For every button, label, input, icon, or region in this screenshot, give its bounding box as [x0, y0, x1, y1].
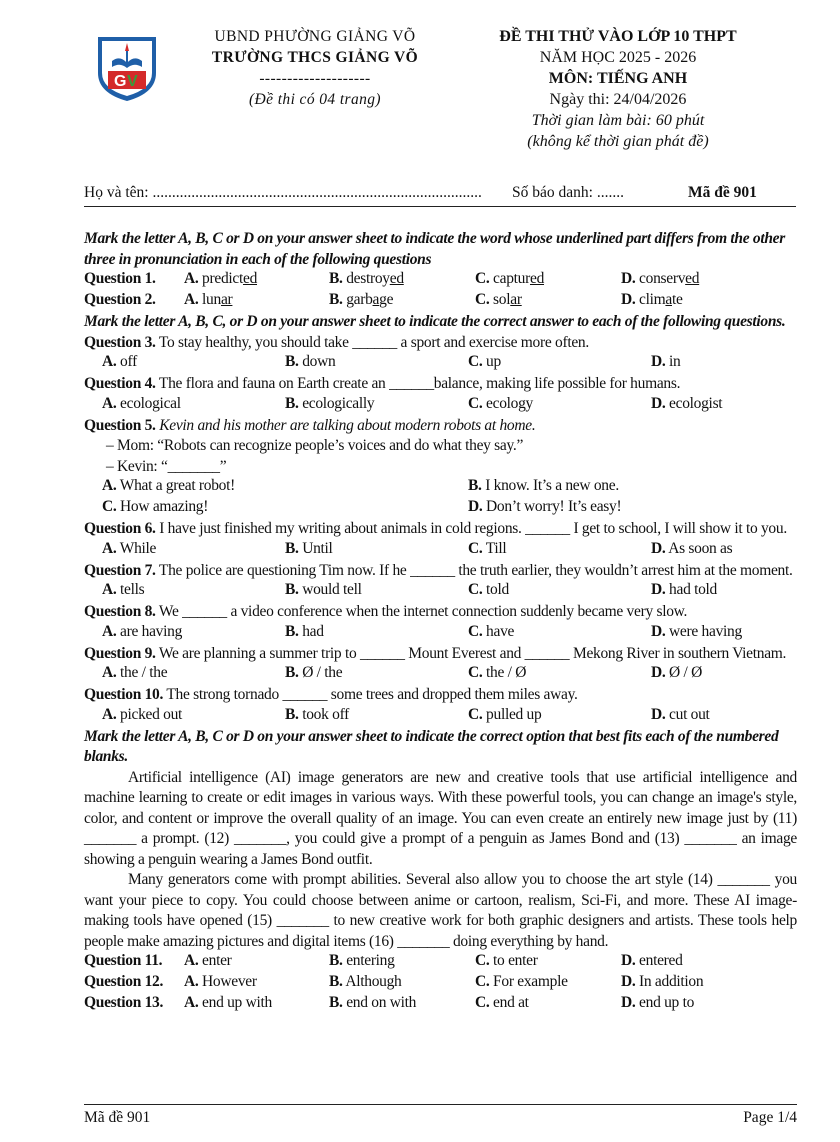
question-10-options	[84, 706, 797, 727]
header-right	[478, 26, 758, 152]
question-13	[84, 994, 797, 1015]
question-5: Question 5. Kevin and his mother are talking about modern robots at home.	[84, 416, 536, 434]
candidate-name-dots: .....................................................................................	[152, 184, 482, 201]
option-d: D. had told	[651, 581, 718, 598]
question-4-options	[84, 395, 797, 416]
option-d: D. climate	[621, 291, 683, 308]
question-5-options-ab	[84, 477, 797, 498]
question-label: Question 2.	[84, 291, 156, 308]
option-d: D. Don’t worry! It’s easy!	[468, 498, 622, 515]
question-9: Question 9. We are planning a summer trip to ______ Mount Everest and ______ Mekong River in southern Vietnam.	[84, 644, 787, 662]
question-label: Question 13.	[84, 994, 164, 1011]
exam-title: ĐỀ THI THỬ VÀO LỚP 10 THPT	[499, 28, 737, 45]
question-9-options	[84, 664, 797, 685]
passage-paragraph-1: Artificial intelligence (AI) image generators are new and creative tools that use artificial intelligence and machine learning to create or edit images in various ways. With these powerful tools, you can change an image's style, color, and content or improve the overall quality of an image. You can even create an entirely new image just by (11) _______ a prompt. (12) _______, you could give a prompt of a penguin as James Bond and (13) _______ an image showing a penguin wearing a James Bond outfit.	[84, 768, 797, 868]
question-8-options	[84, 623, 797, 644]
svg-text:V: V	[127, 73, 138, 90]
question-11	[84, 952, 797, 973]
svg-text:G: G	[114, 73, 127, 90]
option-b: B. destroyed	[329, 270, 404, 287]
question-3: Question 3. To stay healthy, you should take ______ a sport and exercise more often.	[84, 333, 589, 351]
option-b: B. end on with	[329, 994, 417, 1011]
candidate-name-field	[84, 184, 482, 202]
question-7: Question 7. The police are questioning Tim now. If he ______ the truth earlier, they wouldn’t arrest him at the moment.	[84, 561, 793, 579]
option-b: B. entering	[329, 952, 395, 969]
option-b: B. had	[285, 622, 324, 640]
option-c: C. ecology	[468, 394, 534, 412]
question-4: Question 4. The flora and fauna on Earth create an ______balance, making life possible for humans.	[84, 375, 681, 392]
option-b: B. Ø / the	[285, 664, 343, 681]
ward-name: UBND PHƯỜNG GIẢNG VÕ	[214, 28, 416, 45]
option-a: A. What a great robot!	[102, 477, 235, 494]
option-b: B. garbage	[329, 291, 394, 308]
option-b: B. ecologically	[285, 394, 375, 412]
option-c: C. solar	[475, 291, 522, 308]
option-a: A. off	[102, 353, 137, 370]
option-c: C. the / Ø	[468, 664, 527, 681]
question-6-options	[84, 540, 797, 561]
option-c: C. told	[468, 581, 509, 598]
dialog-line-mom: – Mom: “Robots can recognize people’s voices and do what they say.”	[106, 437, 524, 454]
school-year: NĂM HỌC 2025 - 2026	[539, 49, 697, 66]
exam-content	[84, 229, 797, 1015]
option-a: A. tells	[102, 581, 145, 598]
candidate-id-dots: .......	[596, 184, 624, 201]
option-d: D. entered	[621, 952, 683, 969]
section2-instruction: Mark the letter A, B, C, or D on your answer sheet to indicate the correct answer to each of the following questions.	[84, 313, 786, 330]
option-a: A. However	[184, 973, 257, 990]
question-label: Question 11.	[84, 952, 163, 969]
section1-instruction: Mark the letter A, B, C or D on your answer sheet to indicate the word whose underlined part differs from the other three in pronunciation in each of the following questions	[84, 230, 785, 268]
option-b: B. down	[285, 353, 336, 370]
candidate-info	[84, 184, 796, 207]
header-rule: --------------------	[259, 70, 371, 87]
candidate-name-label: Họ và tên:	[84, 184, 153, 201]
question-5-options-cd	[84, 498, 797, 519]
question-7-options	[84, 581, 797, 602]
question-8: Question 8. We ______ a video conference when the internet connection suddenly became very slow.	[84, 603, 688, 620]
pages-note: (Đề thi có 04 trang)	[249, 91, 381, 108]
question-3-options	[84, 353, 797, 374]
option-d: D. end up to	[621, 994, 695, 1011]
footer-exam-code: Mã đề 901	[84, 1109, 151, 1126]
option-c: C. How amazing!	[102, 498, 209, 515]
option-c: C. captured	[475, 270, 545, 287]
exam-duration: Thời gian làm bài: 60 phút	[531, 112, 705, 129]
candidate-id-field	[512, 184, 624, 202]
option-c: C. For example	[475, 973, 568, 990]
option-b: B. Until	[285, 539, 333, 557]
question-6: Question 6. I have just finished my writing about animals in cold regions. ______ I get to school, I will show it to you.	[84, 520, 787, 537]
exam-date: Ngày thi: 24/04/2026	[549, 91, 687, 108]
question-2	[84, 291, 797, 312]
option-d: D. Ø / Ø	[651, 664, 702, 681]
page-footer	[84, 1104, 797, 1126]
option-c: C. to enter	[475, 952, 538, 969]
question-10: Question 10. The strong tornado ______ some trees and dropped them miles away.	[84, 686, 578, 703]
option-c: C. up	[468, 353, 501, 370]
candidate-id-label: Số báo danh:	[512, 184, 597, 201]
question-label: Question 1.	[84, 270, 156, 287]
option-b: B. Although	[329, 973, 402, 990]
option-d: D. ecologist	[651, 394, 723, 412]
option-a: A. lunar	[184, 291, 233, 308]
option-d: D. As soon as	[651, 539, 733, 557]
option-d: D. In addition	[621, 973, 704, 990]
option-d: D. in	[651, 353, 681, 370]
option-a: A. While	[102, 539, 157, 557]
duration-note: (không kể thời gian phát đề)	[527, 133, 709, 150]
exam-code: Mã đề 901	[688, 184, 757, 201]
option-d: D. were having	[651, 622, 742, 640]
passage-paragraph-2: Many generators come with prompt abilities. Several also allow you to choose the art style (14) _______ you want your piece to copy. You could choose between anime or cartoon, realism, Sci-Fi, and more. These AI image-making tools have opened (15) _______ to new creative work for both graphic designers and artists. These tools help people make amazing pictures and digital items (16) _______ doing everything by hand.	[84, 871, 797, 950]
question-1	[84, 270, 797, 291]
option-a: A. predicted	[184, 270, 258, 287]
school-name: TRƯỜNG THCS GIẢNG VÕ	[211, 49, 419, 66]
option-d: D. cut out	[651, 705, 710, 723]
option-b: B. took off	[285, 705, 350, 723]
option-c: C. end at	[475, 994, 529, 1011]
section3-instruction: Mark the letter A, B, C or D on your answer sheet to indicate the correct option that best fits each of the numbered blanks.	[84, 727, 779, 765]
page-number: Page 1/4	[743, 1109, 797, 1126]
option-c: C. Till	[468, 539, 507, 557]
option-a: A. picked out	[102, 705, 183, 723]
option-a: A. ecological	[102, 394, 181, 412]
option-a: A. the / the	[102, 664, 168, 681]
option-a: A. enter	[184, 952, 232, 969]
question-label: Question 12.	[84, 973, 164, 990]
option-b: B. I know. It’s a new one.	[468, 477, 619, 494]
subject: MÔN: TIẾNG ANH	[548, 70, 688, 87]
option-c: C. pulled up	[468, 705, 542, 723]
dialog-line-kevin: – Kevin: “_______”	[106, 457, 227, 475]
option-b: B. would tell	[285, 581, 362, 598]
question-12	[84, 973, 797, 994]
option-a: A. are having	[102, 622, 183, 640]
option-d: D. conserved	[621, 270, 700, 287]
header-left	[175, 26, 455, 110]
option-c: C. have	[468, 622, 515, 640]
school-logo-icon	[96, 33, 158, 103]
option-a: A. end up with	[184, 994, 272, 1011]
